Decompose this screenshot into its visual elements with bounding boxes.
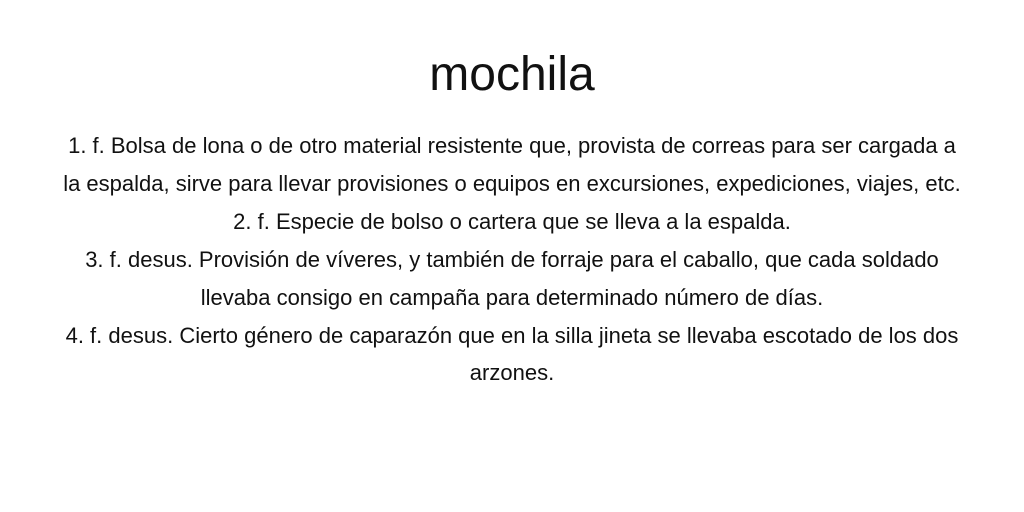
definition-item: 3. f. desus. Provisión de víveres, y también de forraje para el caballo, que cada soldado llevaba consigo en campaña para determinado número de días. bbox=[85, 246, 939, 310]
definition-item: 2. f. Especie de bolso o cartera que se lleva a la espalda. bbox=[233, 208, 791, 234]
definition-item: 1. f. Bolsa de lona o de otro material resistente que, provista de correas para ser cargada a la espalda, sirve para llevar provisiones o equipos en excursiones, expediciones, viajes, etc. bbox=[63, 133, 961, 196]
definition-list bbox=[62, 127, 962, 392]
definition-item: 4. f. desus. Cierto género de caparazón que en la silla jineta se llevaba escotado de los dos arzones. bbox=[65, 322, 959, 386]
entry-word: mochila bbox=[429, 48, 595, 101]
